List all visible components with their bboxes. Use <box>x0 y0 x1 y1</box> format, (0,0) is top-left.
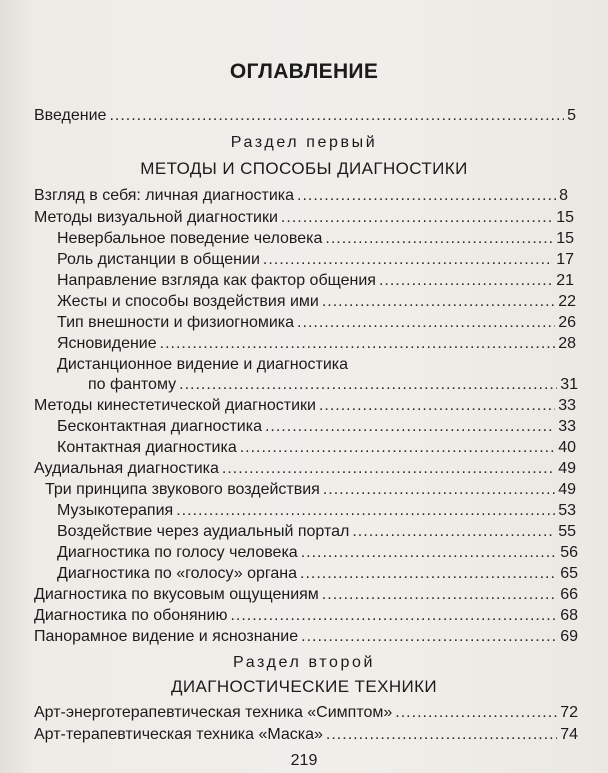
toc-entry <box>57 564 578 584</box>
section-1-title: МЕТОДЫ И СПОСОБЫ ДИАГНОСТИКИ <box>140 159 468 178</box>
toc-entry-page: 72 <box>560 704 578 721</box>
toc-entry-page: 26 <box>558 314 576 331</box>
toc-entry-page: 53 <box>558 502 576 519</box>
toc-entry-label: по фантому <box>88 376 177 393</box>
leader-dots <box>263 250 553 270</box>
section-1-label: Раздел первый <box>230 134 378 151</box>
toc-entry <box>34 396 576 416</box>
toc-entry-label: Диагностика по обонянию <box>34 607 228 624</box>
toc-entry-label: Роль дистанции в общении <box>57 251 260 268</box>
leader-dots <box>323 480 555 500</box>
toc-entry <box>34 703 578 723</box>
toc-entry-label: Направление взгляда как фактор общения <box>57 272 376 289</box>
page-number: 219 <box>290 752 318 769</box>
leader-dots <box>301 627 557 647</box>
toc-entry <box>57 271 574 291</box>
toc-entry-intro <box>34 106 576 126</box>
toc-entry-label: Арт-терапевтическая техника «Маска» <box>34 726 323 743</box>
leader-dots <box>160 334 556 354</box>
toc-entry-label: Аудиальная диагностика <box>34 460 219 477</box>
toc-entry-label: Три принципа звукового воздействия <box>45 481 320 498</box>
toc-entry-page: 31 <box>560 376 578 393</box>
toc-entry <box>34 208 574 228</box>
toc-entry-label: Воздействие через аудиальный портал <box>57 523 350 540</box>
leader-dots <box>230 606 557 626</box>
toc-entry-page: 33 <box>558 418 576 435</box>
leader-dots <box>301 543 558 563</box>
toc-entry-page: 40 <box>558 439 576 456</box>
leader-dots <box>379 271 553 291</box>
toc-entry-label: Арт-энерготерапевтическая техника «Симптом» <box>34 704 393 721</box>
toc-entry <box>57 313 576 333</box>
leader-dots <box>240 438 555 458</box>
section-2-label: Раздел второй <box>232 654 376 671</box>
toc-entry-label: Введение <box>34 107 107 124</box>
toc-entry <box>34 186 568 206</box>
toc-entry-page: 8 <box>559 187 568 204</box>
toc-entry <box>34 627 578 647</box>
leader-dots <box>222 459 555 479</box>
leader-dots <box>265 417 555 437</box>
leader-dots <box>300 564 557 584</box>
toc-entry <box>57 417 576 437</box>
toc-entry <box>57 543 578 563</box>
leader-dots <box>281 208 553 228</box>
toc-entry-page: 49 <box>558 460 576 477</box>
toc-entry-label: Диагностика по голосу человека <box>57 544 298 561</box>
toc-entry-label: Невербальное поведение человека <box>57 230 323 247</box>
toc-entry-label: Музыкотерапия <box>57 502 174 519</box>
toc-entry-label: Ясновидение <box>57 335 157 352</box>
toc-entry-page: 17 <box>556 251 574 268</box>
toc-entry <box>34 459 576 479</box>
toc-entry-label: Жесты и способы воздействия ими <box>57 293 319 310</box>
leader-dots <box>322 585 557 605</box>
leader-dots <box>297 186 556 206</box>
toc-entry-page: 55 <box>558 523 576 540</box>
toc-entry-page: 69 <box>560 628 578 645</box>
toc-entry-label: Методы визуальной диагностики <box>34 209 278 226</box>
leader-dots <box>326 725 557 745</box>
toc-entry <box>88 375 578 395</box>
toc-entry-page: 21 <box>556 272 574 289</box>
toc-entry-label: Диагностика по «голосу» органа <box>57 565 297 582</box>
toc-entry <box>34 606 578 626</box>
toc-entry-page: 22 <box>558 293 576 310</box>
toc-entry-page: 65 <box>560 565 578 582</box>
toc-title: ОГЛАВЛЕНИЕ <box>229 60 379 83</box>
toc-entry-label: Панорамное видение и яснознание <box>34 628 299 645</box>
toc-entry <box>57 292 576 312</box>
leader-dots <box>322 292 555 312</box>
toc-entry <box>34 725 578 745</box>
toc-entry <box>57 522 576 542</box>
leader-dots <box>179 375 557 395</box>
toc-entry-label: Тип внешности и физиогномика <box>57 314 295 331</box>
toc-entry-page: 68 <box>560 607 578 624</box>
leader-dots <box>109 106 564 126</box>
leader-dots <box>395 703 557 723</box>
toc-entry <box>57 334 576 354</box>
toc-entry <box>57 229 574 249</box>
toc-entry-page: 66 <box>560 586 578 603</box>
toc-entry <box>57 250 574 270</box>
toc-entry-page: 56 <box>560 544 578 561</box>
leader-dots <box>176 501 555 521</box>
toc-entry-label: Методы кинестетической диагностики <box>34 397 316 414</box>
section-2-title: ДИАГНОСТИЧЕСКИЕ ТЕХНИКИ <box>170 677 438 696</box>
toc-entry-label: Диагностика по вкусовым ощущениям <box>34 586 319 603</box>
toc-entry-page: 49 <box>558 481 576 498</box>
toc-entry <box>45 480 576 500</box>
leader-dots <box>297 313 555 333</box>
toc-entry-page: 74 <box>560 726 578 743</box>
leader-dots <box>325 229 553 249</box>
toc-entry-page: 15 <box>556 230 574 247</box>
leader-dots <box>319 396 555 416</box>
toc-entry-label: Бесконтактная диагностика <box>57 418 262 435</box>
toc-entry-label: Взгляд в себя: личная диагностика <box>34 187 295 204</box>
toc-entry-label: Контактная диагностика <box>57 439 237 456</box>
toc-entry-label-line1: Дистанционное видение и диагностика <box>57 356 348 373</box>
toc-entry <box>57 438 576 458</box>
toc-entry-page: 33 <box>558 397 576 414</box>
toc-entry-page: 28 <box>558 335 576 352</box>
toc-entry <box>34 585 578 605</box>
toc-entry-page: 15 <box>556 209 574 226</box>
toc-entry <box>57 501 576 521</box>
toc-entry-page: 5 <box>567 107 576 124</box>
leader-dots <box>352 522 555 542</box>
